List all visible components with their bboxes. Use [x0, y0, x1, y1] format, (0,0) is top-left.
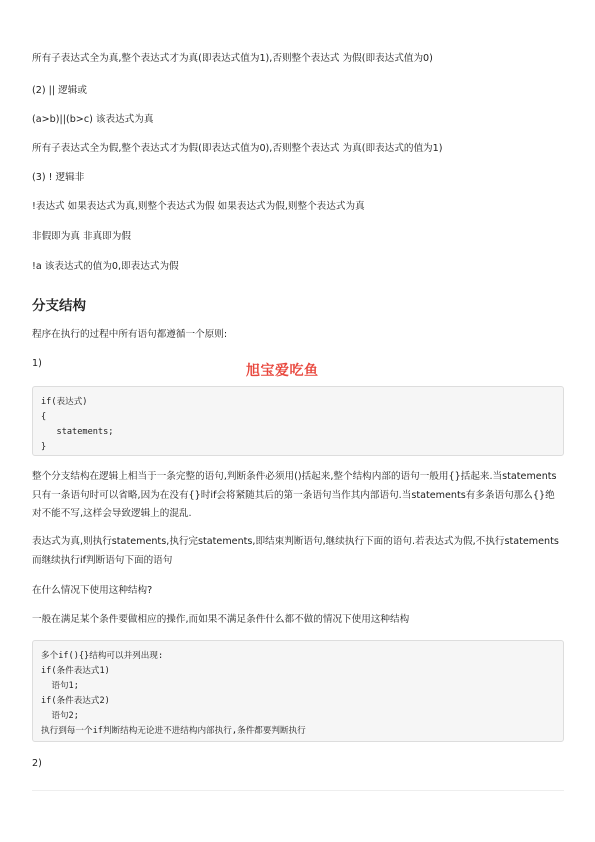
item-label: 1): [32, 358, 42, 369]
code-line: 语句1;: [41, 681, 79, 691]
code-line: if(表达式): [41, 397, 88, 407]
code-line: 多个if(){}结构可以并列出现:: [41, 651, 164, 661]
text-line: 非假即为真 非真即为假: [32, 231, 131, 242]
code-block: [32, 386, 564, 456]
code-line: if(条件表达式2): [41, 696, 110, 706]
text-line: !表达式 如果表达式为真,则整个表达式为假 如果表达式为假,则整个表达式为真: [32, 201, 365, 212]
text-line: (a>b)||(b>c) 该表达式为真: [32, 114, 154, 125]
text-line: (3) ! 逻辑非: [32, 172, 85, 183]
divider: [32, 790, 564, 791]
intro-text: 程序在执行的过程中所有语句都遵循一个原则:: [32, 329, 228, 340]
paragraph: 整个分支结构在逻辑上相当于一条完整的语句,判断条件必须用()括起来,整个结构内部的语句一般用{}括起来.当statements只有一条语句时可以省略,因为在没有{}时if会将紧随其后的第一条语句当作其内部语句.当statements有多条语句那么{}绝对不能不写,这样会导致逻辑上的混乱.: [32, 471, 557, 519]
code-line: 语句2;: [41, 711, 79, 721]
code-line: {: [41, 412, 47, 422]
text-line: 所有子表达式全为真,整个表达式才为真(即表达式值为1),否则整个表达式 为假(即表达式值为0): [32, 53, 433, 64]
item-label: 2): [32, 758, 42, 769]
code-block: [32, 640, 564, 742]
code-line: }: [41, 442, 47, 452]
text-line: (2) || 逻辑或: [32, 85, 87, 96]
text-line: !a 该表达式的值为0,即表达式为假: [32, 261, 179, 272]
answer-text: 一般在满足某个条件要做相应的操作,而如果不满足条件什么都不做的情况下使用这种结构: [32, 614, 410, 625]
question-text: 在什么情况下使用这种结构?: [32, 585, 153, 596]
paragraph: 表达式为真,则执行statements,执行完statements,即结束判断语句,继续执行下面的语句.若表达式为假,不执行statements而继续执行if判断语句下面的语句: [32, 536, 559, 566]
code-line: 执行到每一个if判断结构无论进不进结构内部执行,条件都要判断执行: [41, 726, 306, 736]
code-line: statements;: [41, 427, 114, 437]
text-line: 所有子表达式全为假,整个表达式才为假(即表达式值为0),否则整个表达式 为真(即表达式的值为1): [32, 143, 443, 154]
section-heading: 分支结构: [32, 298, 86, 314]
watermark-logo: 旭宝爱吃鱼: [246, 363, 319, 379]
code-line: if(条件表达式1): [41, 666, 110, 676]
